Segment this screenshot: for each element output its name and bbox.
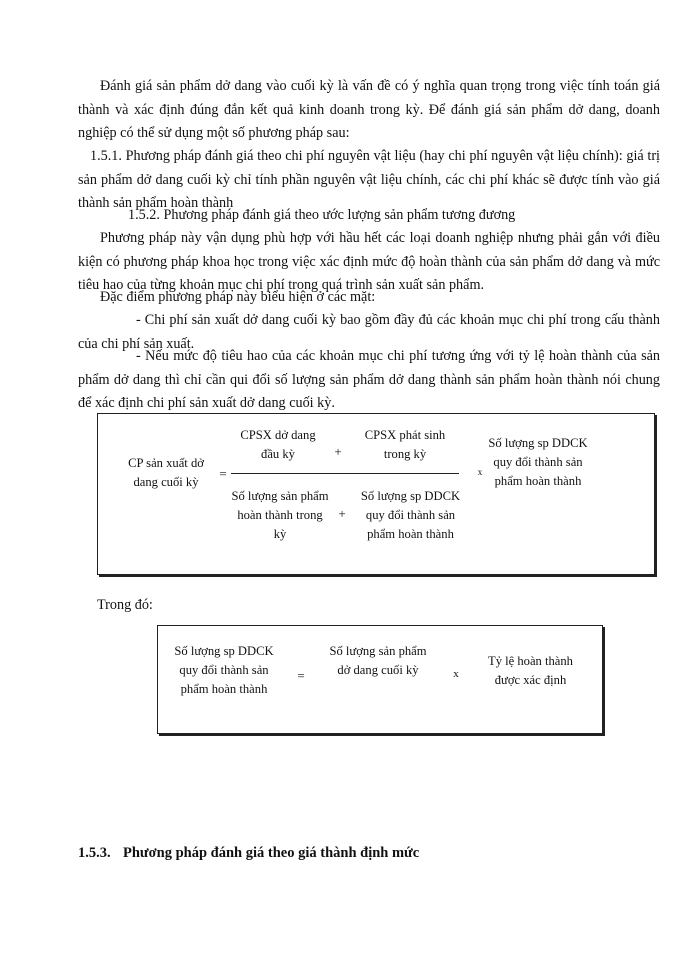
- formula-1-lhs: CP sản xuất dở dang cuối kỳ: [128, 456, 204, 489]
- bullet-1: - Chi phí sản xuất dở dang cuối kỳ bao gồm đầy đủ các khoản mục chi phí trong cấu thành của chi phí sản xuất.: [78, 312, 660, 352]
- method-1-5-2-heading: 1.5.2. Phương pháp đánh giá theo ước lượng sản phẩm tương đương: [128, 207, 516, 223]
- formula-2-multiply: x: [453, 668, 459, 680]
- formula-1-numerator-b: CPSX phát sinh trong kỳ: [364, 428, 446, 461]
- method-1-5-1-paragraph: 1.5.1. Phương pháp đánh giá theo chi phí nguyên vật liệu (hay chi phí nguyên vật liệu chính): giá trị sản phẩm dở dang cuối kỳ chỉ tính phần nguyên vật liệu chính, các chi phí khác sẽ được tính vào giá thành sản phẩm hoàn thành: [78, 148, 660, 211]
- trong-do-label: Trong đó:: [97, 597, 153, 613]
- formula-1-denominator-b: Số lượng sp DDCK quy đổi thành sản phẩm hoàn thành: [360, 489, 461, 541]
- formula-2-box: [157, 625, 603, 734]
- feature-intro: Đặc điểm phương pháp này biểu hiện ở các mặt:: [100, 289, 376, 305]
- method-description-paragraph: Phương pháp này vận dụng phù hợp với hầu hết các loại doanh nghiệp nhưng phải gắn với điều kiện có phương pháp khoa học trong việc xác định mức độ hoàn thành của sản phẩm dở dang và mức tiêu hao của từng khoản mục chi phí trong quá trình sản xuất sản phẩm.: [78, 230, 660, 293]
- formula-2-rhs: Tỷ lệ hoàn thành được xác định: [488, 654, 573, 687]
- formula-2-lhs: Số lượng sp DDCK quy đổi thành sản phẩm hoàn thành: [174, 644, 274, 696]
- formula-2-middle: Số lượng sản phẩm dở dang cuối kỳ: [329, 644, 427, 677]
- section-number: 1.5.3.: [78, 845, 111, 861]
- section-title: Phương pháp đánh giá theo giá thành định mức: [123, 845, 420, 861]
- formula-1-rhs: Số lượng sp DDCK quy đổi thành sản phẩm hoàn thành: [488, 436, 588, 488]
- formula-1-box: [97, 413, 655, 575]
- formula-1-equals: =: [219, 466, 227, 481]
- bullet-2: - Nếu mức độ tiêu hao của các khoản mục chi phí tương ứng với tỷ lệ hoàn thành của sản phẩm dở dang thì chỉ cần qui đổi số lượng sản phẩm dở dang thành sản phẩm hoàn thành nói chung để xác định chi phí sản xuất dở dang cuối kỳ.: [78, 348, 660, 411]
- formula-1-denominator-a: Số lượng sản phẩm hoàn thành trong kỳ: [231, 489, 329, 541]
- intro-paragraph: Đánh giá sản phẩm dở dang vào cuối kỳ là vấn đề có ý nghĩa quan trọng trong việc tính toán giá thành và xác định đúng đắn kết quả kinh doanh trong kỳ. Để đánh giá sản phẩm dở dang, doanh nghiệp có thể sử dụng một số phương pháp sau:: [78, 78, 660, 141]
- formula-1-numerator-a: CPSX dở dang đầu kỳ: [240, 428, 316, 461]
- formula-1-denominator-plus: +: [338, 506, 346, 521]
- formula-1-numerator-plus: +: [334, 444, 342, 459]
- section-1-5-3-heading: [78, 845, 419, 862]
- formula-2-equals: =: [297, 668, 305, 683]
- formula-1-multiply: x: [477, 467, 483, 477]
- fraction-bar: [231, 473, 459, 474]
